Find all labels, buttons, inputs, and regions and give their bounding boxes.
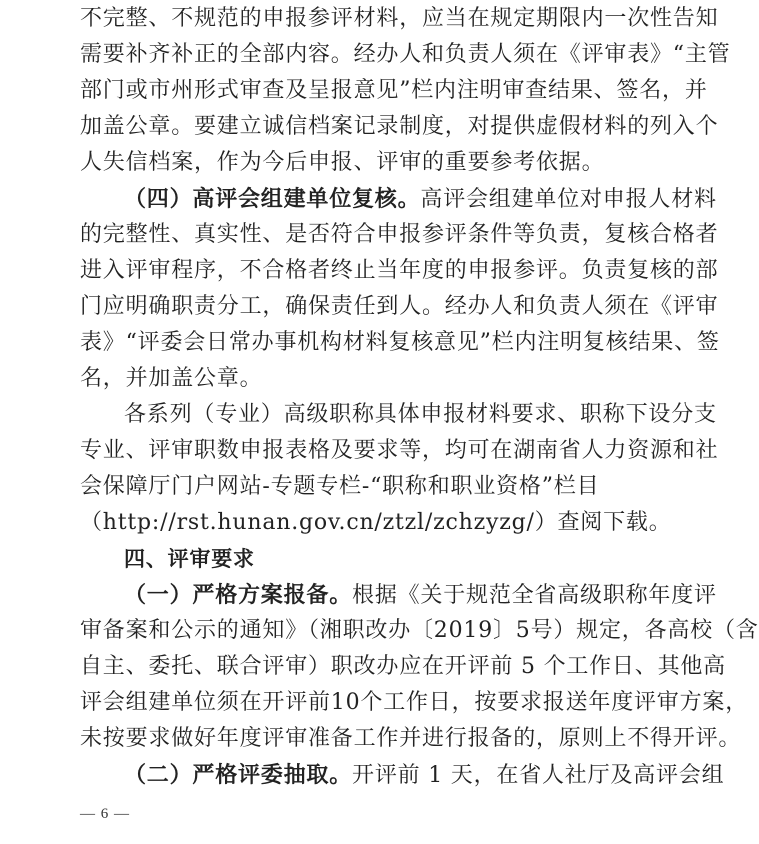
requirement-1-first-line [124, 578, 717, 612]
section-4-text: 高评会组建单位对申报人材料 [420, 187, 717, 212]
paragraph-line: 会保障厅门户网站-专题专栏-“职称和职业资格”栏目 [80, 474, 600, 499]
paragraph-line: 需要补齐补正的全部内容。经办人和负责人须在《评审表》“主管 [80, 42, 731, 67]
paragraph-line: 表》“评委会日常办事机构材料复核意见”栏内注明复核结果、签 [80, 330, 720, 355]
paragraph-line: 各系列（专业）高级职称具体申报材料要求、职称下设分支 [124, 402, 717, 427]
section-4-heading: （四）高评会组建单位复核。 [124, 186, 421, 212]
paragraph-line: 评会组建单位须在开评前10个工作日，按要求报送年度评审方案， [80, 690, 748, 715]
requirement-2-text: 开评前 1 天，在省人社厅及高评会组 [352, 763, 725, 788]
requirement-2-heading: （二）严格评委抽取。 [124, 762, 353, 788]
paragraph-line: 审备案和公示的通知》（湘职改办〔2019〕5号）规定，各高校（含 [80, 618, 759, 643]
paragraph-line: 的完整性、真实性、是否符合申报参评条件等负责，复核合格者 [80, 222, 719, 247]
paragraph-line: 未按要求做好年度评审准备工作并进行报备的，原则上不得开评。 [80, 726, 742, 751]
requirement-1-text: 根据《关于规范全省高级职称年度评 [352, 583, 717, 608]
section-heading: 四、评审要求 [124, 547, 255, 571]
paragraph-line: 部门或市州形式审查及呈报意见”栏内注明审查结果、签名，并 [80, 78, 708, 103]
paragraph-line: 不完整、不规范的申报参评材料，应当在规定期限内一次性告知 [80, 6, 719, 31]
requirement-2-first-line [124, 758, 725, 792]
paragraph-line: 人失信档案，作为今后申报、评审的重要参考依据。 [80, 150, 605, 175]
paragraph-line: 进入评审程序，不合格者终止当年度的申报参评。负责复核的部 [80, 258, 719, 283]
page-number: — 6 — [80, 806, 130, 822]
requirement-1-heading: （一）严格方案报备。 [124, 582, 353, 608]
paragraph-line: 专业、评审职数申报表格及要求等，均可在湖南省人力资源和社 [80, 438, 719, 463]
section-4-first-line [124, 182, 717, 216]
paragraph-line: 名，并加盖公章。 [80, 366, 263, 391]
paragraph-line: 自主、委托、联合评审）职改办应在开评前 5 个工作日、其他高 [80, 654, 726, 679]
url-line: （http://rst.hunan.gov.cn/ztzl/zchzyzg/）查阅下载。 [80, 510, 672, 535]
paragraph-line: 门应明确职责分工，确保责任到人。经办人和负责人须在《评审 [80, 294, 719, 319]
paragraph-line: 加盖公章。要建立诚信档案记录制度，对提供虚假材料的列入个 [80, 114, 719, 139]
